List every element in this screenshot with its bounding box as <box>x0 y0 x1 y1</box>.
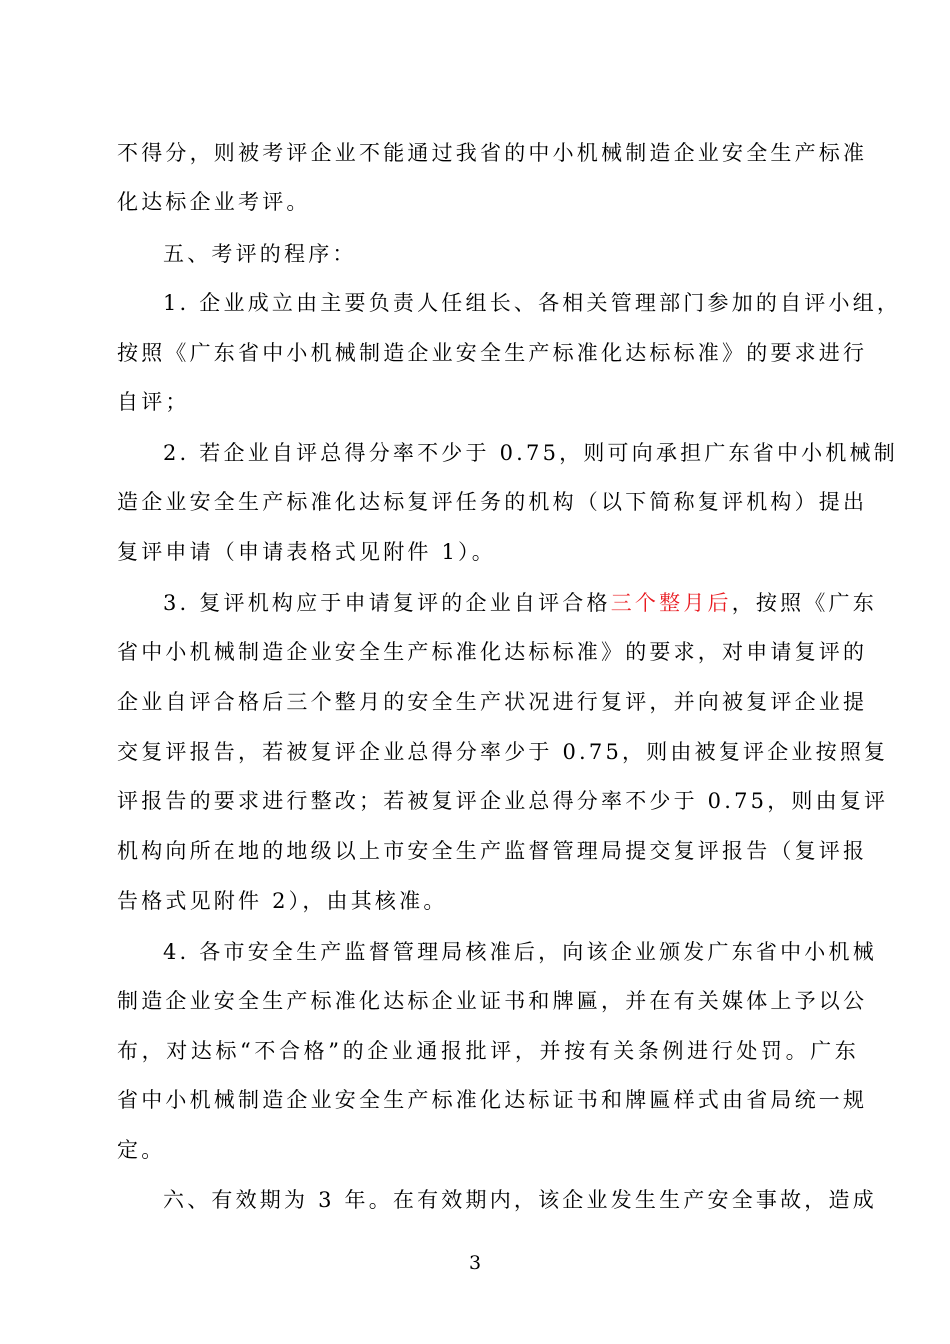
paragraph-line: 4. 各市安全生产监督管理局核准后，向该企业颁发广东省中小机械 <box>163 940 877 964</box>
paragraph-line: 省中小机械制造企业安全生产标准化达标证书和牌匾样式由省局统一规 <box>117 1088 868 1112</box>
paragraph-line: 评报告的要求进行整改；若被复评企业总得分率不少于 0.75，则由复评 <box>117 789 889 813</box>
highlighted-text: 三个整月后 <box>610 591 732 615</box>
paragraph-line: 自评； <box>117 390 190 414</box>
line-text: 3. 复评机构应于申请复评的企业自评合格 <box>163 591 611 615</box>
line-text: ，按照《广东 <box>731 591 877 615</box>
paragraph-line: 不得分，则被考评企业不能通过我省的中小机械制造企业安全生产标准 <box>117 141 868 165</box>
paragraph-line: 交复评报告，若被复评企业总得分率少于 0.75，则由被复评企业按照复 <box>117 740 889 764</box>
paragraph-line: 告格式见附件 2），由其核准。 <box>117 889 448 913</box>
paragraph-line: 1. 企业成立由主要负责人任组长、各相关管理部门参加的自评小组， <box>163 291 902 315</box>
paragraph-line: 造企业安全生产标准化达标复评任务的机构（以下简称复评机构）提出 <box>117 490 868 514</box>
paragraph-line: 化达标企业考评。 <box>117 190 311 214</box>
paragraph-line: 六、有效期为 3 年。在有效期内，该企业发生生产安全事故，造成 <box>163 1188 877 1212</box>
paragraph-line: 省中小机械制造企业安全生产标准化达标标准》的要求，对申请复评的 <box>117 640 868 664</box>
paragraph-line: 复评申请（申请表格式见附件 1）。 <box>117 540 496 564</box>
paragraph-line: 布，对达标“不合格”的企业通报批评，并按有关条例进行处罚。广东 <box>117 1039 859 1063</box>
section-heading: 五、考评的程序： <box>163 242 357 266</box>
paragraph-line: 机构向所在地的地级以上市安全生产监督管理局提交复评报告（复评报 <box>117 839 868 863</box>
paragraph-line: 企业自评合格后三个整月的安全生产状况进行复评，并向被复评企业提 <box>117 690 868 714</box>
paragraph-line: 定。 <box>117 1138 166 1162</box>
paragraph-line: 按照《广东省中小机械制造企业安全生产标准化达标标准》的要求进行 <box>117 341 868 365</box>
paragraph-line: 制造企业安全生产标准化达标企业证书和牌匾，并在有关媒体上予以公 <box>117 989 868 1013</box>
page-number: 3 <box>468 1252 482 1274</box>
paragraph-line <box>163 591 877 615</box>
paragraph-line: 2. 若企业自评总得分率不少于 0.75，则可向承担广东省中小机械制 <box>163 441 898 465</box>
